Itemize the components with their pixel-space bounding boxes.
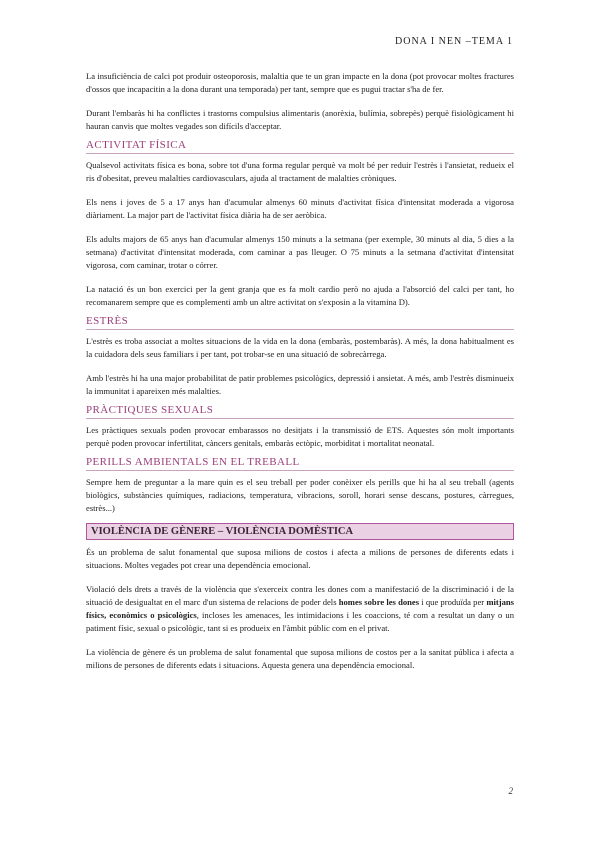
activitat-paragraph-1: Qualsevol activitats física es bona, sobre tot d'una forma regular perquè va molt bé per reduir l'estrès i l'ansietat, redueix el ris d'obesitat, preveu malalties cardiovasculars, ajuda al tractament de malalties cròniques. xyxy=(86,160,514,183)
heading-violencia-genere: VIOLÈNCIA DE GÈNERE – VIOLÈNCIA DOMÈSTICA xyxy=(86,523,514,540)
running-header: DONA I NEN –TEMA 1 xyxy=(395,36,513,47)
perills-paragraph-1: Sempre hem de preguntar a la mare quin es el seu treball per poder conèixer els perills que hi ha al seu treball (agents biològics, substàncies químiques, radiacions, temperatura, vibracions, soroll, horari sense descans, postures, càrregues, estrès...) xyxy=(86,477,514,513)
intro-paragraph-2: Durant l'embaràs hi ha conflictes i trastorns compulsius alimentaris (anorèxia, bulímia, sobrepès) perquè fisiològicament hi hauran canvis que moltes vegades son difícils d'acceptar. xyxy=(86,108,514,131)
violencia-text-c: i que produïda per xyxy=(419,597,487,607)
heading-estres: ESTRÈS xyxy=(86,315,514,330)
violencia-paragraph-2 xyxy=(86,583,514,635)
violencia-paragraph-1: És un problema de salut fonamental que suposa milions de costos i afecta a milions de persones de diferents edats i situacions. Moltes vegades pot crear una dependència emocional. xyxy=(86,547,514,570)
page-content xyxy=(86,70,514,672)
sexuals-paragraph-1: Les pràctiques sexuals poden provocar embarassos no desitjats i la transmissió de ETS. Aquestes són molt importants perquè poden provocar infertilitat, càncers genitals, embaràs ectòpic, morbiditat i mortalitat neonatal. xyxy=(86,425,514,448)
heading-practiques-sexuals: PRÀCTIQUES SEXUALS xyxy=(86,404,514,419)
activitat-paragraph-2: Els nens i joves de 5 a 17 anys han d'acumular almenys 60 minuts d'activitat física d'intensitat moderada a vigorosa diàriament. La major part de l'activitat física diària ha de ser aeròbica. xyxy=(86,197,514,220)
violencia-bold-homes: homes sobre les dones xyxy=(338,597,420,607)
violencia-text-a: Violació dels drets a través de la violència que s'exerceix contra les dones com a manifestació de la discriminació i de la situació de desigualtat en el marc d'un sistema de relacions de poder dels xyxy=(86,584,514,607)
heading-perills-ambientals: PERILLS AMBIENTALS EN EL TREBALL xyxy=(86,456,514,471)
heading-activitat-fisica: ACTIVITAT FÍSICA xyxy=(86,139,514,154)
violencia-paragraph-3: La violència de gènere és un problema de salut fonamental que suposa milions de costos per a la sanitat pública i afecta a milions de persones de diferents edats i situacions. Aquesta genera una dependència emocional. xyxy=(86,647,514,670)
estres-paragraph-2: Amb l'estrès hi ha una major probabilitat de patir problemes psicològics, depressió i ansietat. A més, amb l'estrès disminueix la immunitat i apareixen més malalties. xyxy=(86,373,514,396)
violencia-text-e: , incloses les amenaces, les intimidacions i les coaccions, té com a resultat un dany o un patiment físic, sexual o psicològic, tant si es produeix en l'àmbit públic com en el privat. xyxy=(86,610,514,633)
page-number: 2 xyxy=(508,786,513,796)
activitat-paragraph-4: La natació és un bon exercici per la gent granja que es fa molt cardio però no ajuda a l'absorció del calci per tant, ho recomanarem sempre que es complementi amb un altre activitat on s'exposin a la vitamina D). xyxy=(86,284,514,307)
intro-paragraph-1: La insuficiència de calci pot produir osteoporosis, malaltia que te un gran impacte en la dona (pot provocar moltes fractures d'ossos que incapacitin a la dona durant una temporada) per tant, sempre que es pugui tractar s'ha de fer. xyxy=(86,71,514,94)
activitat-paragraph-3: Els adults majors de 65 anys han d'acumular almenys 150 minuts a la setmana (per exemple, 30 minuts al dia, 5 dies a la setmana) d'activitat d'intensitat moderada, com caminar a pas lleuger. O 75 minuts a la setmana d'activitat d'intensitat vigorosa, com caminar, trotar o córrer. xyxy=(86,234,514,270)
estres-paragraph-1: L'estrès es troba associat a moltes situacions de la vida en la dona (embaràs, postembaràs). A més, la dona habitualment es la cuidadora dels seus familiars i per tant, pot trobar-se en una situació de sobrecàrrega. xyxy=(86,336,514,359)
violencia-bold-mitjans: mitjans físics, econòmics o psicològics xyxy=(86,597,515,620)
